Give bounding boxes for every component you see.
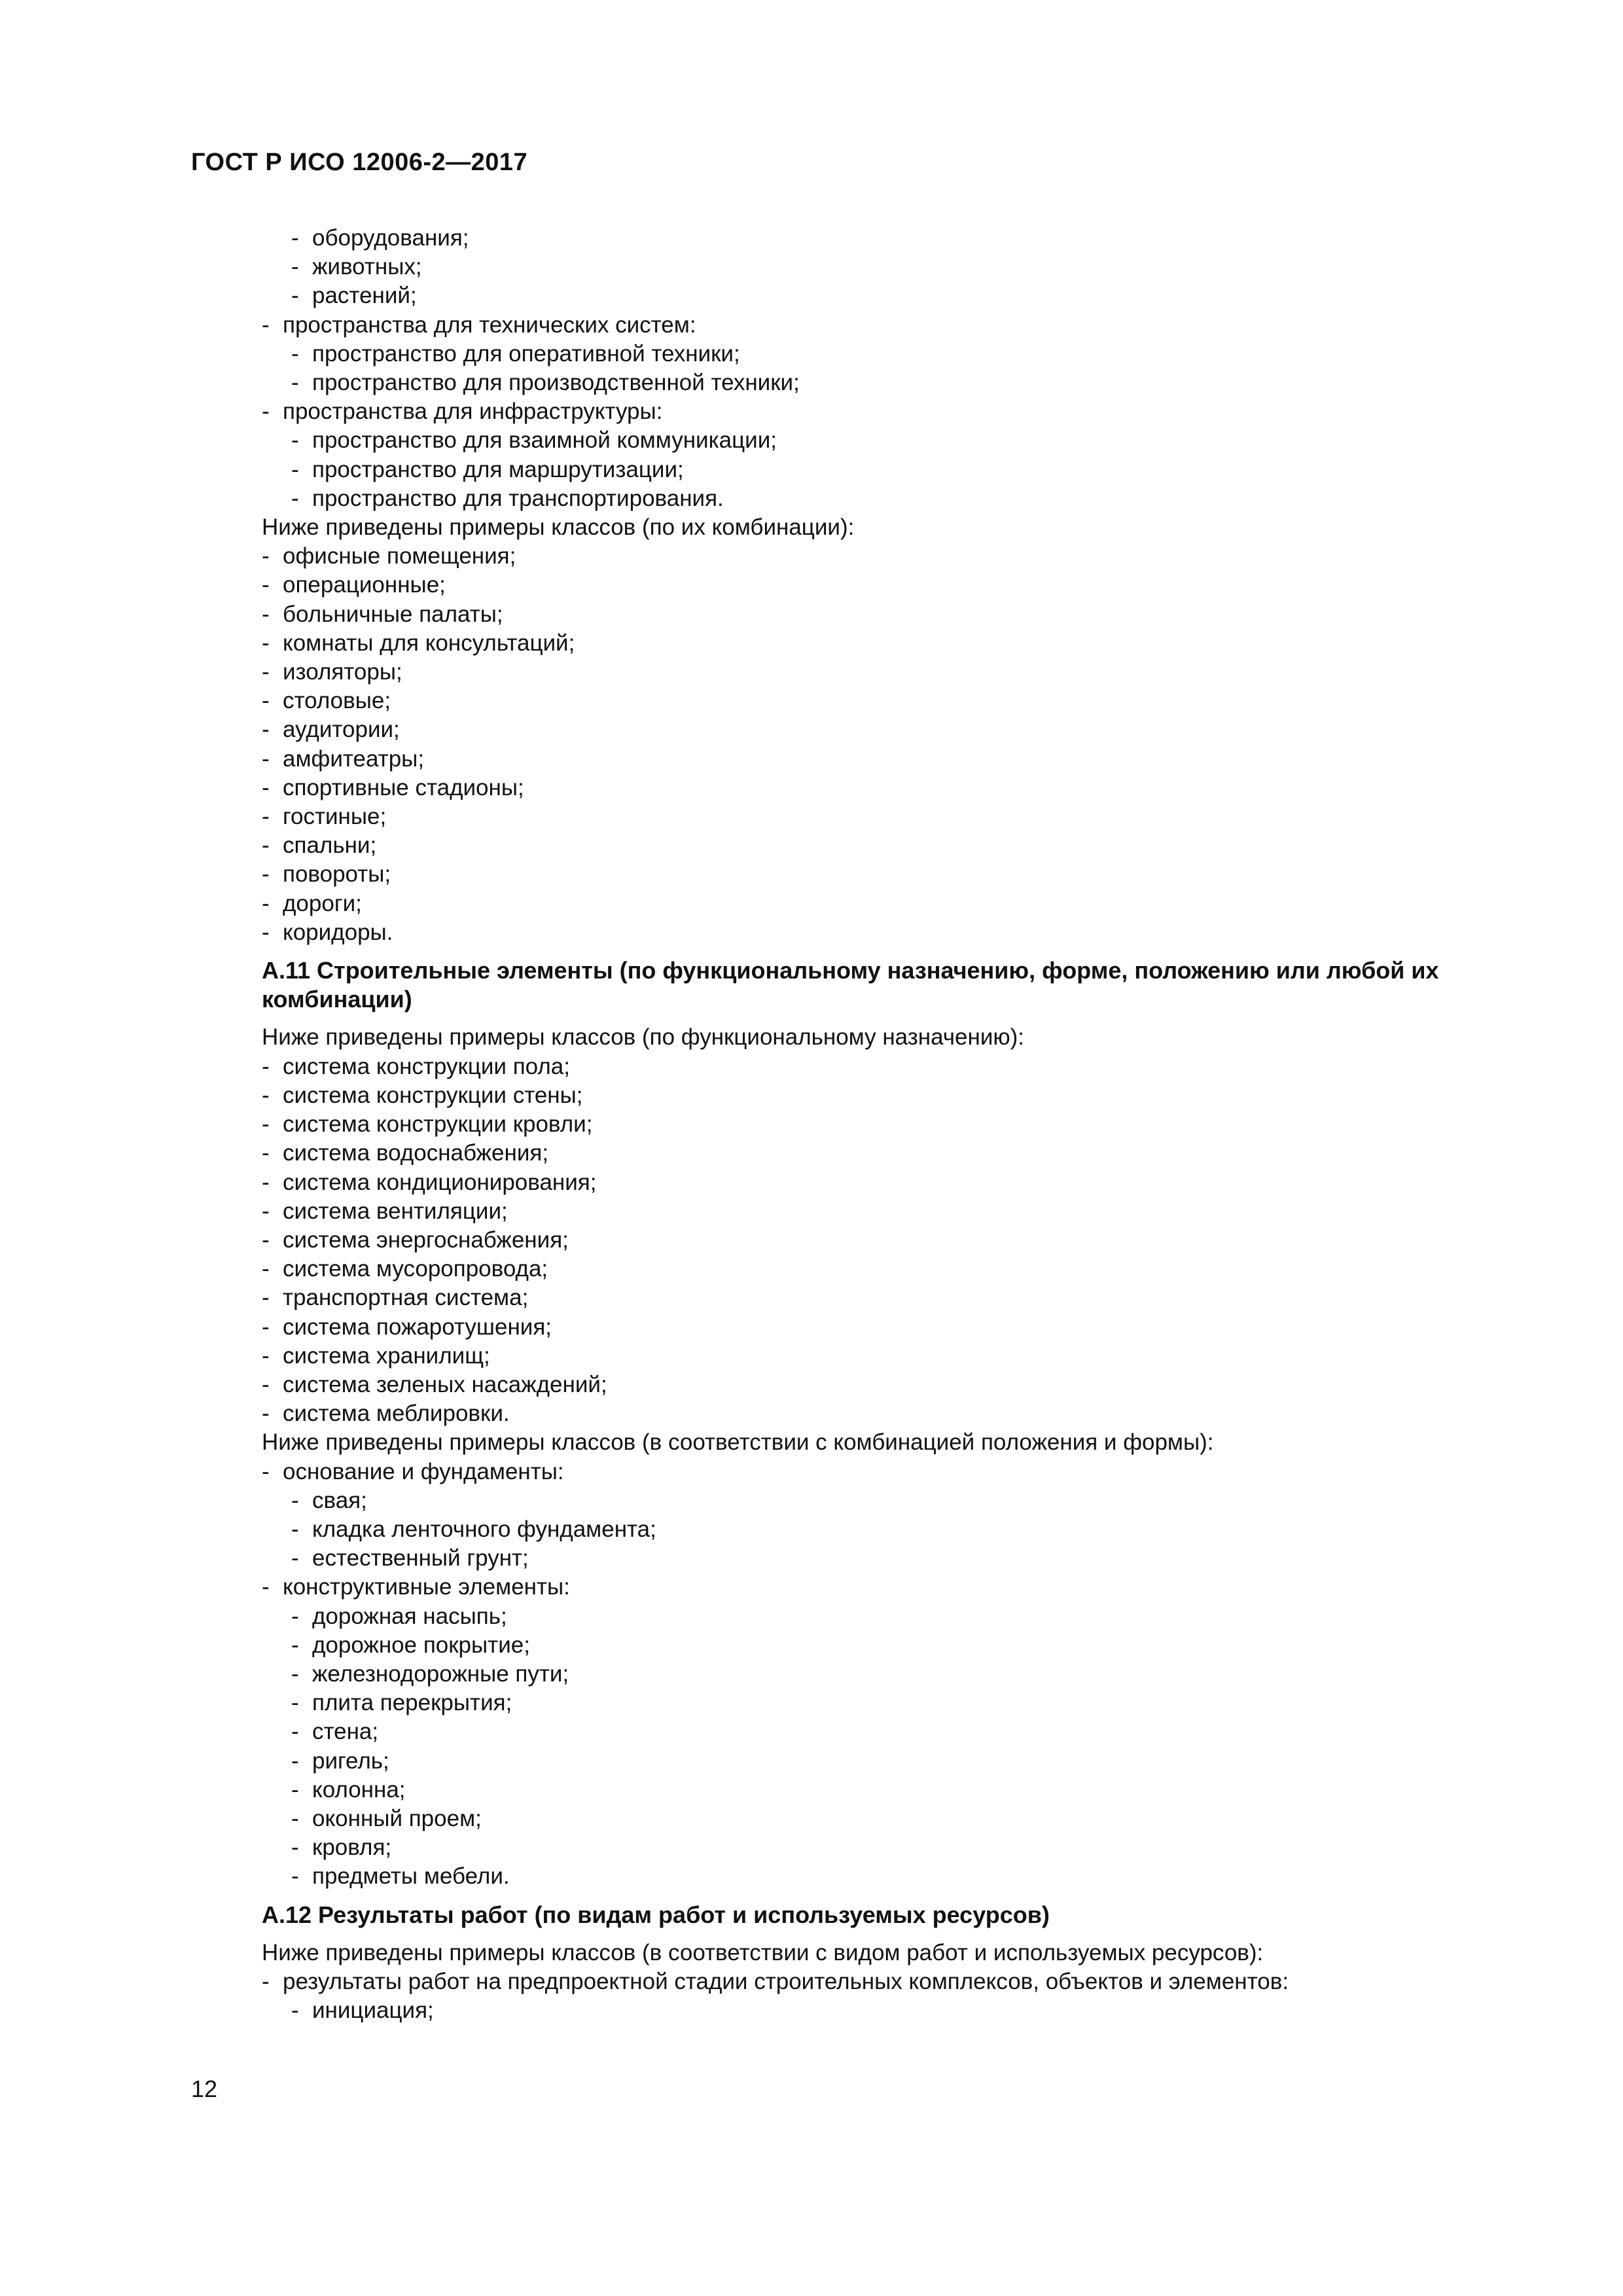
- list-item: [262, 1081, 1459, 1110]
- section-heading: А.11 Строительные элементы (по функциональному назначению, форме, положению или любой их комбинации): [262, 957, 1439, 1013]
- list-subitem: [262, 1631, 1459, 1660]
- list-item: [262, 1399, 1459, 1428]
- list-dash: -: [262, 1574, 270, 1600]
- list-subitem: [262, 281, 1459, 310]
- list-item-text: естественный грунт;: [312, 1545, 529, 1571]
- list-item: [262, 600, 1459, 629]
- list-dash: -: [291, 485, 299, 511]
- list-item-text: ригель;: [312, 1748, 389, 1774]
- list-item: [262, 1283, 1459, 1312]
- list-item-text: система конструкции кровли;: [283, 1111, 593, 1138]
- list-dash: -: [291, 456, 299, 482]
- list-item-text: основание и фундаменты:: [283, 1458, 564, 1484]
- intro-sentence: Ниже приведены примеры классов (по функциональному назначению):: [262, 1024, 1025, 1050]
- list-item: [262, 687, 1459, 715]
- intro-sentence: Ниже приведены примеры классов (по их комбинации):: [262, 514, 855, 541]
- list-item-text: система энергоснабжения;: [283, 1227, 569, 1253]
- list-subitem: [262, 1804, 1459, 1833]
- list-subitem: [262, 1717, 1459, 1746]
- list-item: [262, 831, 1459, 860]
- list-dash: -: [291, 1487, 299, 1513]
- list-subitem: [262, 1544, 1459, 1573]
- list-item-text: результаты работ на предпроектной стадии строительных комплексов, объектов и элементов:: [283, 1968, 1289, 1994]
- list-item-text: пространство для производственной техники;: [312, 370, 800, 396]
- page-number: 12: [191, 2075, 218, 2102]
- list-item: [262, 1573, 1459, 1602]
- list-item-text: инициация;: [312, 1998, 434, 2024]
- list-item-text: стена;: [312, 1719, 379, 1745]
- list-item: [262, 889, 1459, 918]
- list-item-text: офисные помещения;: [283, 543, 516, 569]
- list-dash: -: [262, 745, 270, 772]
- document-body: [262, 224, 1459, 2025]
- list-subitem: [262, 456, 1459, 484]
- list-dash: -: [262, 774, 270, 800]
- list-dash: -: [262, 890, 270, 916]
- list-dash: -: [262, 717, 270, 743]
- list-dash: -: [291, 427, 299, 454]
- list-dash: -: [262, 1082, 270, 1108]
- list-item-text: гостиные;: [283, 804, 387, 830]
- list-item-text: оборудования;: [312, 225, 469, 251]
- list-item-text: операционные;: [283, 572, 446, 598]
- list-item-text: предметы мебели.: [312, 1863, 510, 1890]
- list-item-text: пространство для транспортирования.: [312, 485, 724, 511]
- list-item-text: дороги;: [283, 890, 362, 916]
- list-item-text: пространство для оперативной техники;: [312, 340, 740, 367]
- list-dash: -: [291, 1690, 299, 1716]
- list-dash: -: [262, 543, 270, 569]
- intro-sentence: Ниже приведены примеры классов (в соответствии с комбинацией положения и формы):: [262, 1429, 1214, 1456]
- list-dash: -: [291, 340, 299, 367]
- list-dash: -: [291, 1748, 299, 1774]
- list-dash: -: [262, 1458, 270, 1484]
- list-item-text: дорожное покрытие;: [312, 1632, 530, 1658]
- list-dash: -: [291, 1805, 299, 1831]
- list-item-text: амфитеатры;: [283, 745, 425, 772]
- list-item-text: больничные палаты;: [283, 601, 503, 627]
- list-dash: -: [291, 1545, 299, 1571]
- list-dash: -: [291, 225, 299, 251]
- list-dash: -: [291, 283, 299, 309]
- list-dash: -: [291, 1632, 299, 1658]
- list-item: [262, 1168, 1459, 1197]
- list-dash: -: [262, 1227, 270, 1253]
- list-item-text: система кондиционирования;: [283, 1169, 597, 1195]
- list-item-text: кровля;: [312, 1835, 392, 1861]
- list-subitem: [262, 1660, 1459, 1689]
- list-subitem: [262, 1486, 1459, 1515]
- list-item: [262, 774, 1459, 802]
- list-item: [262, 1342, 1459, 1371]
- list-item-text: пространство для взаимной коммуникации;: [312, 427, 777, 454]
- list-dash: -: [262, 572, 270, 598]
- list-dash: -: [262, 1256, 270, 1282]
- list-subitem: [262, 340, 1459, 368]
- list-subitem: [262, 368, 1459, 397]
- list-item: [262, 802, 1459, 831]
- list-dash: -: [262, 861, 270, 888]
- list-item-text: система хранилищ;: [283, 1342, 490, 1369]
- list-dash: -: [262, 1401, 270, 1427]
- list-dash: -: [291, 1516, 299, 1542]
- list-subitem: [262, 253, 1459, 281]
- list-dash: -: [262, 1198, 270, 1224]
- list-dash: -: [291, 1863, 299, 1890]
- list-item-text: конструктивные элементы:: [283, 1574, 570, 1600]
- list-item-text: свая;: [312, 1487, 367, 1513]
- list-item: [262, 1110, 1459, 1139]
- list-dash: -: [262, 688, 270, 714]
- list-dash: -: [262, 1314, 270, 1340]
- list-item-text: дорожная насыпь;: [312, 1603, 507, 1629]
- list-subitem: [262, 1833, 1459, 1862]
- list-dash: -: [291, 1603, 299, 1629]
- list-dash: -: [291, 1835, 299, 1861]
- list-dash: -: [262, 1371, 270, 1397]
- list-item-text: животных;: [312, 254, 422, 280]
- list-dash: -: [262, 1285, 270, 1311]
- list-dash: -: [262, 833, 270, 859]
- list-dash: -: [262, 399, 270, 425]
- list-item-text: оконный проем;: [312, 1805, 482, 1831]
- list-item-text: спортивные стадионы;: [283, 774, 524, 800]
- list-dash: -: [262, 804, 270, 830]
- list-dash: -: [262, 1342, 270, 1369]
- list-dash: -: [262, 1968, 270, 1994]
- list-item: [262, 397, 1459, 426]
- list-item-text: столовые;: [283, 688, 391, 714]
- intro-sentence: Ниже приведены примеры классов (в соответствии с видом работ и используемых ресурсов):: [262, 1939, 1264, 1965]
- list-dash: -: [291, 1998, 299, 2024]
- list-item: [262, 1458, 1459, 1486]
- list-item: [262, 1226, 1459, 1255]
- list-dash: -: [262, 659, 270, 685]
- list-item: [262, 1139, 1459, 1168]
- list-item-text: система меблировки.: [283, 1401, 510, 1427]
- list-dash: -: [291, 1719, 299, 1745]
- section-heading: А.12 Результаты работ (по видам работ и используемых ресурсов): [262, 1901, 1050, 1928]
- list-dash: -: [291, 1660, 299, 1687]
- list-dash: -: [262, 630, 270, 656]
- list-subitem: [262, 1862, 1459, 1891]
- list-item-text: система конструкции стены;: [283, 1082, 583, 1108]
- list-item: [262, 745, 1459, 774]
- list-dash: -: [262, 312, 270, 338]
- list-dash: -: [291, 1776, 299, 1803]
- list-item-text: изоляторы;: [283, 659, 402, 685]
- list-dash: -: [262, 919, 270, 945]
- list-item-text: плита перекрытия;: [312, 1690, 512, 1716]
- list-item: [262, 1052, 1459, 1081]
- list-item-text: система пожаротушения;: [283, 1314, 552, 1340]
- list-item-text: система мусоропровода;: [283, 1256, 548, 1282]
- list-item: [262, 571, 1459, 600]
- list-item: [262, 542, 1459, 571]
- list-item: [262, 1255, 1459, 1283]
- list-item-text: пространства для инфраструктуры:: [283, 399, 663, 425]
- list-item-text: пространство для маршрутизации;: [312, 456, 684, 482]
- list-subitem: [262, 484, 1459, 513]
- list-item-text: кладка ленточного фундамента;: [312, 1516, 656, 1542]
- list-item: [262, 1371, 1459, 1399]
- list-item-text: система водоснабжения;: [283, 1140, 549, 1166]
- list-dash: -: [262, 601, 270, 627]
- list-item: [262, 715, 1459, 744]
- list-item: [262, 658, 1459, 687]
- list-subitem: [262, 1515, 1459, 1544]
- list-item-text: транспортная система;: [283, 1285, 529, 1311]
- list-subitem: [262, 426, 1459, 455]
- list-subitem: [262, 224, 1459, 253]
- list-item-text: система вентиляции;: [283, 1198, 508, 1224]
- document-header: ГОСТ Р ИСО 12006-2—2017: [191, 149, 528, 176]
- list-item: [262, 311, 1459, 340]
- list-item: [262, 1967, 1459, 1996]
- list-item-text: спальни;: [283, 833, 377, 859]
- list-item-text: повороты;: [283, 861, 391, 888]
- list-item-text: комнаты для консультаций;: [283, 630, 575, 656]
- list-subitem: [262, 1996, 1459, 2025]
- list-item: [262, 1313, 1459, 1342]
- list-item-text: растений;: [312, 283, 417, 309]
- list-item: [262, 918, 1459, 947]
- list-item-text: система конструкции пола;: [283, 1053, 570, 1079]
- list-subitem: [262, 1747, 1459, 1776]
- list-dash: -: [262, 1053, 270, 1079]
- list-subitem: [262, 1602, 1459, 1631]
- list-item-text: пространства для технических систем:: [283, 312, 696, 338]
- list-dash: -: [291, 370, 299, 396]
- list-dash: -: [262, 1169, 270, 1195]
- list-item: [262, 629, 1459, 658]
- list-dash: -: [262, 1111, 270, 1138]
- list-dash: -: [262, 1140, 270, 1166]
- list-item-text: аудитории;: [283, 717, 400, 743]
- list-item-text: железнодорожные пути;: [312, 1660, 569, 1687]
- list-item: [262, 860, 1459, 889]
- list-item: [262, 1197, 1459, 1226]
- list-subitem: [262, 1689, 1459, 1717]
- list-item-text: система зеленых насаждений;: [283, 1371, 607, 1397]
- list-item-text: коридоры.: [283, 919, 393, 945]
- list-subitem: [262, 1776, 1459, 1804]
- list-dash: -: [291, 254, 299, 280]
- list-item-text: колонна;: [312, 1776, 406, 1803]
